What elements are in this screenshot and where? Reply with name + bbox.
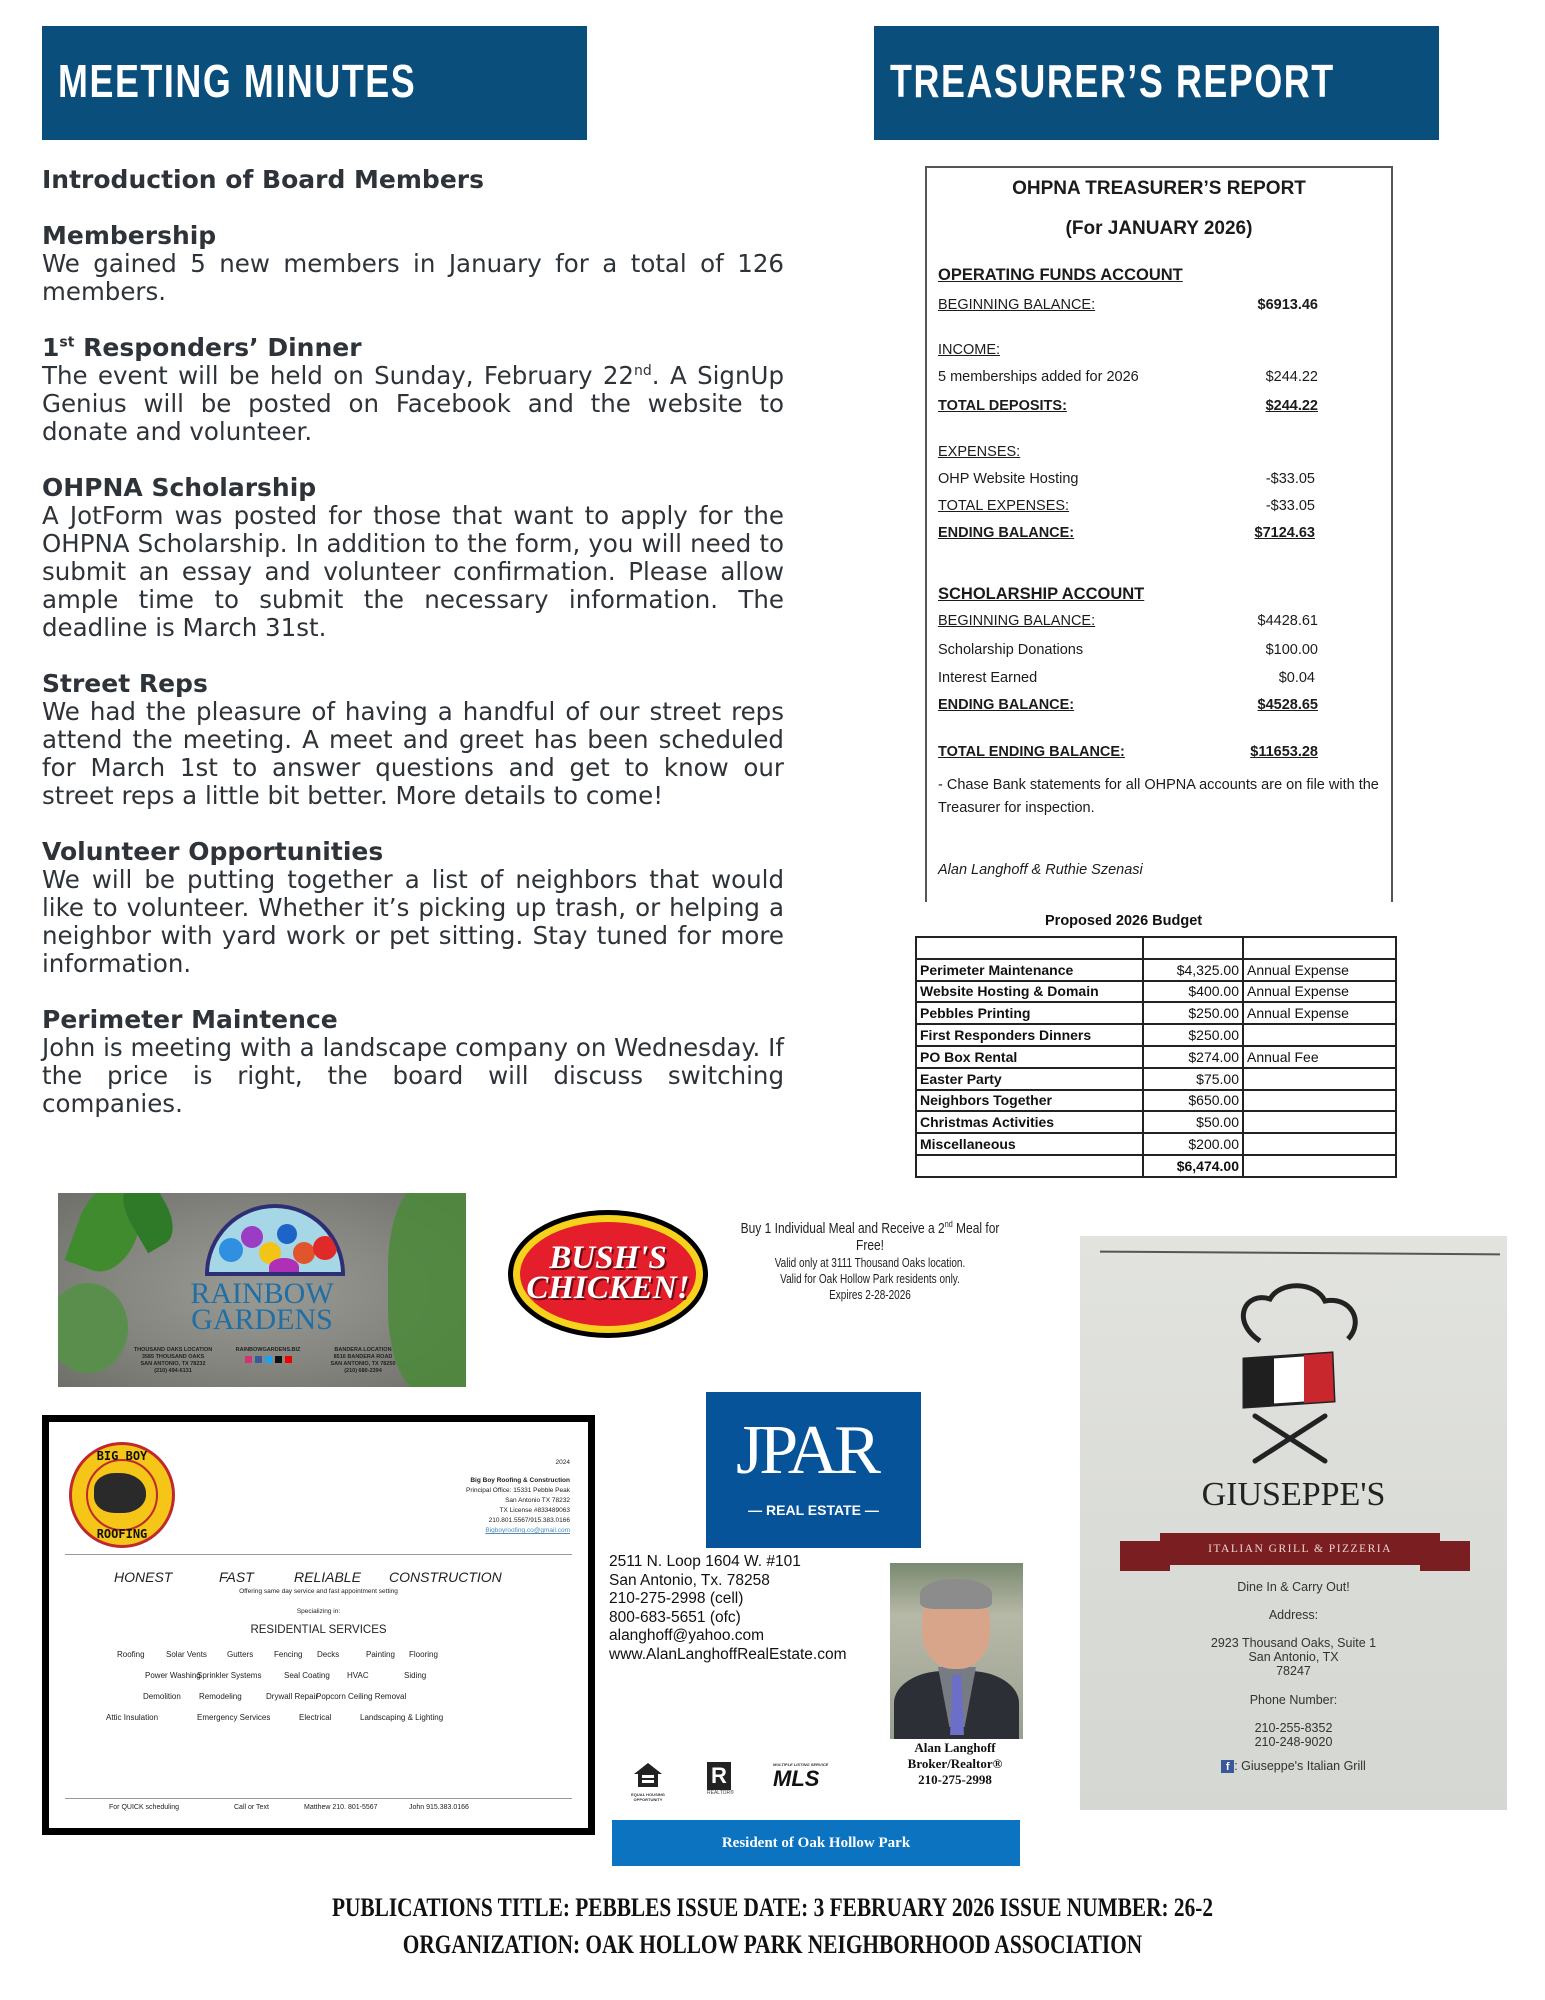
address-line: 2511 N. Loop 1604 W. #101 [609,1553,801,1570]
service-item: Painting [366,1650,395,1659]
eho-label: EQUAL HOUSING OPPORTUNITY [631,1792,665,1802]
organization-info: ORGANIZATION: OAK HOLLOW PARK NEIGHBORHOOD ASSOCIATION [402,1930,1143,1959]
budget-item: Pebbles Printing [916,1002,1143,1024]
giuseppes-phones [1080,1721,1507,1749]
text-line: 8516 BANDERA ROAD [333,1354,393,1360]
section-body: We will be putting together a list of neighbors that would like to volunteer. Whether it’s picking up trash, or helping a neighbor with yard work or pet sitting. Stay tuned for more information. [42,865,784,978]
offering-text: Offering same day service and fast appointment setting [239,1588,398,1595]
total-ending-row [938,744,1318,760]
agent-info [880,1740,1030,1788]
phone-label: Phone Number: [1249,1693,1338,1707]
budget-row [916,959,1396,981]
value: $7124.63 [1254,525,1315,541]
value: -$33.05 [1265,498,1315,514]
divider [65,1798,572,1799]
license: TX License #833489063 [499,1507,570,1514]
service-item: Remodeling [199,1692,242,1701]
motto-word: CONSTRUCTION [389,1569,502,1585]
budget-item: Neighbors Together [916,1090,1143,1112]
resident-banner: Resident of Oak Hollow Park [612,1820,1020,1866]
value: $6913.46 [1257,297,1318,313]
budget-amount: $4,325.00 [1143,959,1243,981]
equal-housing-icon [630,1762,666,1802]
budget-row [916,1090,1396,1112]
budget-note [1243,1133,1396,1155]
bank-note: - Chase Bank statements for all OHPNA accounts are on file with the Treasurer for inspection. [938,777,1379,816]
budget-item: Website Hosting & Domain [916,981,1143,1003]
rainbow-gardens-name-2: GARDENS [191,1303,333,1336]
divider [65,1554,572,1555]
budget-row [916,1002,1396,1024]
rainbow-gardens-ad [58,1193,466,1387]
rainbow-location-1 [128,1347,218,1375]
text-line: BANDERA LOCATION [334,1347,392,1353]
publication-info: PUBLICATIONS TITLE: PEBBLES ISSUE DATE: 3 FEBRUARY 2026 ISSUE NUMBER: 26-2 [331,1893,1214,1922]
agent-phone: 210-275-2998 [918,1772,992,1787]
service-item: Drywall Repair [266,1692,319,1701]
budget-item: Miscellaneous [916,1133,1143,1155]
report-subtitle: (For JANUARY 2026) [1065,218,1253,239]
jpar-logo [706,1392,921,1548]
budget-total-row [916,1155,1396,1177]
budget-table [915,936,1397,1178]
flower [293,1242,315,1264]
facebook-handle: : Giuseppe's Italian Grill [1234,1759,1366,1773]
phone-line: 210-248-9020 [1254,1735,1333,1749]
footer-john: John 915.383.0166 [409,1804,469,1811]
deposits-row [938,398,1318,414]
logo-bottom-text: ROOFING [96,1527,148,1541]
service-item: Decks [317,1650,340,1659]
interest-row [938,670,1318,686]
treasurers-report-title: TREASURER’S REPORT [890,55,1335,107]
budget-item: Perimeter Maintenance [916,959,1143,981]
meeting-minutes-column [42,166,784,1146]
scholarship-ending-row [938,697,1318,713]
budget-note: Annual Expense [1243,1002,1396,1024]
service-item: Sprinkler Systems [197,1671,262,1680]
budget-row [916,1046,1396,1068]
text-line: (210) 680-2394 [344,1368,382,1374]
service-item: Power Washing [145,1671,201,1680]
donations-row [938,642,1318,658]
service-item: HVAC [347,1671,369,1680]
website-link[interactable]: www.AlanLanghoffRealEstate.com [609,1645,847,1663]
phone-line: 210-255-8352 [1254,1721,1333,1735]
value: -$33.05 [1265,471,1315,487]
body-sup: nd [634,362,652,379]
operating-ending-row [938,525,1318,541]
budget-amount: $50.00 [1143,1111,1243,1133]
bb-year: 2024 [555,1459,570,1466]
condition-line: Valid for Oak Hollow Park residents only. [780,1272,960,1286]
website-text: RAINBOWGARDENS.BIZ [235,1347,301,1353]
cell-phone: 210-275-2998 (cell) [609,1590,744,1607]
value: $11653.28 [1250,744,1318,760]
meeting-minutes-banner [42,26,587,140]
empty-cell [916,1155,1143,1177]
giuseppes-ad [1080,1236,1507,1810]
service-item: Fencing [274,1650,303,1659]
mls-icon [773,1762,835,1791]
agent-title: Broker/Realtor® [907,1756,1003,1771]
budget-row [916,1133,1396,1155]
bushs-chicken-logo [508,1210,708,1338]
heading-sup: st [59,334,75,351]
motto-word: HONEST [114,1569,173,1585]
label: INCOME: [938,342,1001,358]
budget-item: Christmas Activities [916,1111,1143,1133]
section-heading [42,334,784,362]
label: TOTAL DEPOSITS: [938,398,1067,414]
address-line: 2923 Thousand Oaks, Suite 1 [1210,1636,1377,1650]
budget-row [916,1024,1396,1046]
section-body: We gained 5 new members in January for a total of 126 members. [42,249,784,306]
bb-contact-block [466,1476,570,1536]
service-item: Popcorn Ceiling Removal [316,1692,407,1701]
empty-cell [916,937,1143,959]
perimeter-section [42,1006,784,1118]
footer-matthew: Matthew 210. 801-5567 [304,1804,378,1811]
flower [219,1238,243,1262]
treasurer-report-box [925,166,1393,902]
label: 5 memberships added for 2026 [938,369,1139,385]
facebook-icon: f [1221,1760,1234,1773]
budget-amount: $75.00 [1143,1068,1243,1090]
budget-amount: $274.00 [1143,1046,1243,1068]
membership-section [42,222,784,306]
body-part: The event will be held on Sunday, February 22 [42,361,635,390]
offer-part: Meal for Free! [855,1220,1000,1254]
budget-amount: $250.00 [1143,1024,1243,1046]
value: $100.00 [1265,642,1318,658]
value: $244.22 [1265,398,1318,414]
office: Principal Office: 15331 Pebble Peak [466,1487,570,1494]
logo-line: CHICKEN! [526,1270,690,1306]
report-title: OHPNA TREASURER’S REPORT [1012,178,1306,199]
instagram-icon [245,1356,252,1363]
rainbow-gardens-flower-logo [205,1204,345,1276]
twitter-icon [265,1356,272,1363]
motto-word: FAST [219,1569,254,1585]
budget-row [916,1111,1396,1133]
meeting-minutes-title: MEETING MINUTES [58,55,417,107]
label: TOTAL ENDING BALANCE: [938,744,1125,760]
realtor-icon: R REALTOR® [707,1762,739,1796]
logo-text [508,1240,708,1306]
operating-beginning-row [938,297,1318,313]
address-line: San Antonio, TX [1248,1650,1339,1664]
empty-cell [1143,937,1243,959]
value: $0.04 [1278,670,1315,686]
label: ENDING BALANCE: [938,525,1075,541]
giuseppes-tagline: Dine In & Carry Out! [1237,1580,1350,1594]
section-heading: Membership [42,221,217,250]
expenses-row [938,444,1318,460]
empty-cell [1243,937,1396,959]
address-line: 78247 [1276,1664,1311,1678]
service-item: Landscaping & Lighting [360,1713,444,1722]
responders-dinner-section [42,334,784,446]
budget-header-row [916,937,1396,959]
offer-part: Buy 1 Individual Meal and Receive a 2 [740,1220,945,1237]
facebook-icon [255,1356,262,1363]
motto-word: RELIABLE [294,1569,361,1585]
total-expenses-row [938,498,1318,514]
label: BEGINNING BALANCE: [938,297,1096,313]
treasurers-report-banner [874,26,1439,140]
footer-call: Call or Text [234,1804,269,1811]
section-heading: Volunteer Opportunities [42,837,384,866]
budget-note: Annual Fee [1243,1046,1396,1068]
section-body: John is meeting with a landscape company on Wednesday. If the price is right, the board will discuss switching companies. [42,1033,784,1118]
scholarship-heading: SCHOLARSHIP ACCOUNT [938,585,1145,603]
city-line: San Antonio, Tx. 78258 [609,1571,770,1589]
budget-title: Proposed 2026 Budget [1045,913,1203,929]
label: Scholarship Donations [938,642,1084,658]
income-row [938,342,1318,358]
city: San Antonio TX 78232 [505,1497,570,1504]
service-item: Electrical [299,1713,332,1722]
mls-label: MLS [773,1766,820,1791]
service-item: Solar Vents [166,1650,207,1659]
label: BEGINNING BALANCE: [938,613,1096,629]
giuseppes-address [1080,1636,1507,1678]
logo-line: BUSH'S [549,1240,667,1276]
agent-name: Alan Langhoff [914,1740,996,1755]
label: EXPENSES: [938,444,1021,460]
budget-row [916,981,1396,1003]
budget-row [916,1068,1396,1090]
condition-line: Expires 2-28-2026 [829,1288,911,1302]
section-body: We had the pleasure of having a handful of our street reps attend the meeting. A meet and greet has been scheduled for March 1st to answer questions and get to know our street reps a little bit better. More details to come! [42,697,784,810]
text-line: THOUSAND OAKS LOCATION [133,1347,213,1353]
label: TOTAL EXPENSES: [938,498,1070,514]
body-part: . A SignUp Genius will be posted on Facebook and the website to donate and volunteer. [42,361,784,446]
budget-item: Easter Party [916,1068,1143,1090]
value: $244.22 [1265,369,1318,385]
budget-item: First Responders Dinners [916,1024,1143,1046]
pen-line [1100,1251,1500,1256]
tiktok-icon [275,1356,282,1363]
flower [269,1258,299,1276]
empty-cell [1243,1155,1396,1177]
flower [277,1224,297,1244]
expense-item-row [938,471,1318,487]
office-phone: 800-683-5651 (ofc) [609,1608,741,1626]
realtor-label: REALTOR® [707,1790,734,1796]
email-link[interactable]: Bigboyroofing.co@gmail.com [485,1527,570,1534]
knife-fork-icon [1250,1411,1330,1466]
specializing-text: Specializing in: [296,1608,341,1615]
income-item-row [938,369,1318,385]
service-item: Flooring [409,1650,438,1659]
footer-quick: For QUICK scheduling [109,1804,180,1811]
intro-heading: Introduction of Board Members [42,165,484,194]
logo-top-text: BIG BOY [96,1449,148,1463]
phones: 210.801.5567/915.383.0166 [488,1517,570,1524]
bush-offer [726,1219,1014,1254]
giuseppes-ribbon: ITALIAN GRILL & PIZZERIA [1160,1533,1440,1565]
big-boy-logo [69,1442,175,1548]
flower [313,1236,337,1260]
service-item: Seal Coating [284,1671,330,1680]
chef-hat-logo-icon [1220,1281,1375,1421]
budget-note [1243,1068,1396,1090]
budget-note: Annual Expense [1243,959,1396,981]
budget-note [1243,1024,1396,1046]
text-line: (210) 494-6131 [154,1368,192,1374]
budget-note: Annual Expense [1243,981,1396,1003]
section-heading: Perimeter Maintence [42,1005,338,1034]
service-item: Demolition [143,1692,181,1701]
scholarship-section [42,474,784,642]
service-item: Attic Insulation [106,1713,159,1722]
operating-heading: OPERATING FUNDS ACCOUNT [938,266,1183,284]
text-line: SAN ANTONIO, TX 78250 [330,1361,396,1367]
scholarship-beginning-row [938,613,1318,629]
services-title: RESIDENTIAL SERVICES [250,1624,387,1636]
big-boy-roofing-ad [42,1415,595,1835]
bush-conditions [746,1255,994,1303]
rainbow-gardens-name-1: RAINBOW [190,1277,334,1310]
jpar-letters: JPAR [736,1412,877,1489]
text-line: SAN ANTONIO, TX 78232 [140,1361,206,1367]
budget-amount: $200.00 [1143,1133,1243,1155]
rainbow-location-2 [318,1347,408,1375]
service-item: Siding [404,1671,427,1680]
company-name: Big Boy Roofing & Construction [470,1477,570,1484]
budget-amount: $650.00 [1143,1090,1243,1112]
street-reps-section [42,670,784,810]
treasurer-signature: Alan Langhoff & Ruthie Szenasi [938,862,1143,878]
flower [241,1226,263,1248]
budget-note [1243,1111,1396,1133]
agent-photo [890,1563,1023,1739]
section-body: A JotForm was posted for those that want to apply for the OHPNA Scholarship. In addition to the form, you will need to submit an essay and volunteer confirmation. Please allow ample time to submit the necessary information. The deadline is March 31st. [42,501,784,642]
section-heading: OHPNA Scholarship [42,473,317,502]
giuseppes-facebook [1080,1759,1507,1773]
rainbow-web [228,1347,308,1363]
youtube-icon [285,1356,292,1363]
label: ENDING BALANCE: [938,697,1075,713]
heading-part: 1 [42,333,60,362]
budget-total: $6,474.00 [1143,1155,1243,1177]
volunteer-section [42,838,784,978]
budget-note [1243,1090,1396,1112]
bulldog-mascot-icon [94,1473,146,1513]
budget-amount: $250.00 [1143,1002,1243,1024]
service-item: Emergency Services [197,1713,271,1722]
heading-part: Responders’ Dinner [74,333,362,362]
mls-small: MULTIPLE LISTING SERVICE [773,1762,829,1767]
photo-hair [920,1579,992,1609]
service-item: Gutters [227,1650,254,1659]
section-heading: Street Reps [42,669,208,698]
jpar-subtitle: — REAL ESTATE — [748,1502,879,1518]
label: Interest Earned [938,670,1038,686]
text-line: 3585 THOUSAND OAKS [141,1354,205,1360]
giuseppes-name: GIUSEPPE'S [1201,1476,1386,1513]
address-label: Address: [1268,1608,1319,1622]
label: OHP Website Hosting [938,471,1079,487]
value: $4528.65 [1257,697,1318,713]
email-link[interactable]: alanghoff@yahoo.com [609,1627,765,1644]
budget-item: PO Box Rental [916,1046,1143,1068]
jpar-contact-info [609,1553,847,1664]
social-icons [228,1356,308,1363]
budget-amount: $400.00 [1143,981,1243,1003]
value: $4428.61 [1257,613,1318,629]
intro-section [42,166,784,194]
service-item: Roofing [117,1650,145,1659]
offer-sup: nd [944,1219,953,1229]
condition-line: Valid only at 3111 Thousand Oaks location. [774,1256,966,1270]
section-body [42,362,784,446]
